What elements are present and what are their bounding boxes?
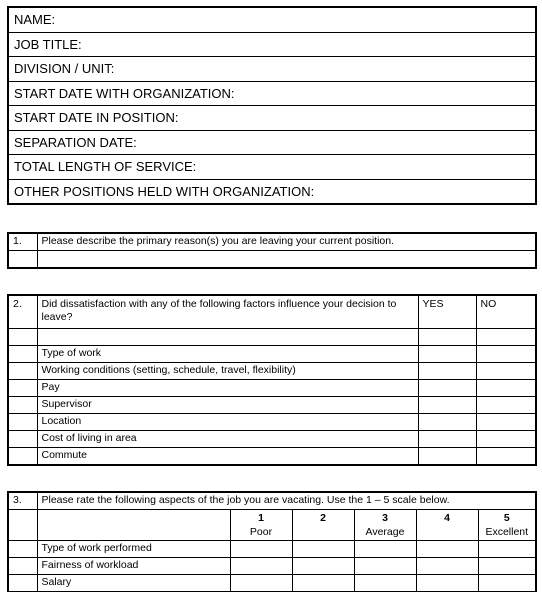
yes-cell[interactable]	[418, 397, 476, 414]
no-cell[interactable]	[476, 397, 536, 414]
info-field-division[interactable]: DIVISION / UNIT:	[8, 57, 536, 82]
factor-label: Location	[37, 414, 418, 431]
no-cell[interactable]	[476, 346, 536, 363]
info-field-separation-date[interactable]: SEPARATION DATE:	[8, 130, 536, 155]
scale-label: Excellent	[485, 526, 529, 538]
factor-label: Pay	[37, 380, 418, 397]
table-row	[8, 397, 536, 414]
question-text: Please rate the following aspects of the job you are vacating. Use the 1 – 5 scale below.	[37, 492, 536, 510]
table-row	[8, 329, 536, 346]
rating-cell[interactable]	[354, 575, 416, 592]
rating-cell[interactable]	[416, 575, 478, 592]
rating-cell[interactable]	[292, 575, 354, 592]
rating-cell[interactable]	[292, 541, 354, 558]
rating-cell[interactable]	[230, 558, 292, 575]
rating-cell[interactable]	[292, 558, 354, 575]
table-row	[8, 414, 536, 431]
info-field-start-date-org[interactable]: START DATE WITH ORGANIZATION:	[8, 81, 536, 106]
scale-header-3	[354, 510, 416, 541]
rating-cell[interactable]	[416, 541, 478, 558]
yes-cell[interactable]	[418, 431, 476, 448]
scale-label: Poor	[249, 526, 273, 538]
info-field-other-positions[interactable]: OTHER POSITIONS HELD WITH ORGANIZATION:	[8, 179, 536, 204]
factor-label: Cost of living in area	[37, 431, 418, 448]
info-field-name[interactable]: NAME:	[8, 7, 536, 32]
factor-label: Supervisor	[37, 397, 418, 414]
no-cell[interactable]	[476, 431, 536, 448]
scale-label: Average	[365, 526, 405, 538]
aspect-label: Salary	[37, 575, 230, 592]
yes-cell[interactable]	[418, 380, 476, 397]
no-column-header: NO	[476, 295, 536, 329]
question-number: 2.	[8, 295, 37, 329]
table-row	[8, 541, 536, 558]
rating-cell[interactable]	[230, 541, 292, 558]
scale-number: 1	[258, 512, 264, 524]
question-1-table	[7, 232, 537, 269]
rating-cell[interactable]	[354, 541, 416, 558]
factor-label: Working conditions (setting, schedule, travel, flexibility)	[37, 363, 418, 380]
scale-header-2	[292, 510, 354, 541]
answer-cell[interactable]	[37, 251, 536, 269]
yes-cell[interactable]	[418, 414, 476, 431]
no-cell[interactable]	[476, 414, 536, 431]
employee-info-table	[7, 6, 537, 205]
scale-header-1	[230, 510, 292, 541]
aspect-label: Type of work performed	[37, 541, 230, 558]
table-row	[8, 558, 536, 575]
rating-cell[interactable]	[416, 558, 478, 575]
rating-cell[interactable]	[478, 558, 536, 575]
rating-cell[interactable]	[478, 541, 536, 558]
info-field-length-of-service[interactable]: TOTAL LENGTH OF SERVICE:	[8, 155, 536, 180]
question-2-table	[7, 294, 537, 466]
rating-cell[interactable]	[354, 558, 416, 575]
question-text: Please describe the primary reason(s) you are leaving your current position.	[37, 233, 536, 251]
table-row	[8, 363, 536, 380]
rating-cell[interactable]	[478, 575, 536, 592]
table-row	[8, 380, 536, 397]
scale-number: 2	[320, 512, 326, 524]
scale-header-5	[478, 510, 536, 541]
yes-cell[interactable]	[418, 346, 476, 363]
aspect-label: Fairness of workload	[37, 558, 230, 575]
yes-column-header: YES	[418, 295, 476, 329]
answer-cell-blank	[8, 251, 37, 269]
no-cell[interactable]	[476, 363, 536, 380]
question-text: Did dissatisfaction with any of the following factors influence your decision to leave?	[37, 295, 418, 329]
scale-header-4	[416, 510, 478, 541]
rating-cell[interactable]	[230, 575, 292, 592]
scale-number: 4	[444, 512, 450, 524]
question-number: 3.	[8, 492, 37, 510]
scale-number: 5	[503, 512, 510, 524]
question-number: 1.	[8, 233, 37, 251]
table-row	[8, 346, 536, 363]
scale-number: 3	[382, 512, 388, 524]
table-row	[8, 575, 536, 592]
table-row	[8, 431, 536, 448]
no-cell[interactable]	[476, 448, 536, 466]
factor-label: Type of work	[37, 346, 418, 363]
info-field-job-title[interactable]: JOB TITLE:	[8, 32, 536, 57]
info-field-start-date-position[interactable]: START DATE IN POSITION:	[8, 106, 536, 131]
table-row	[8, 448, 536, 466]
yes-cell[interactable]	[418, 363, 476, 380]
factor-label: Commute	[37, 448, 418, 466]
no-cell[interactable]	[476, 380, 536, 397]
question-3-table	[7, 491, 537, 592]
yes-cell[interactable]	[418, 448, 476, 466]
